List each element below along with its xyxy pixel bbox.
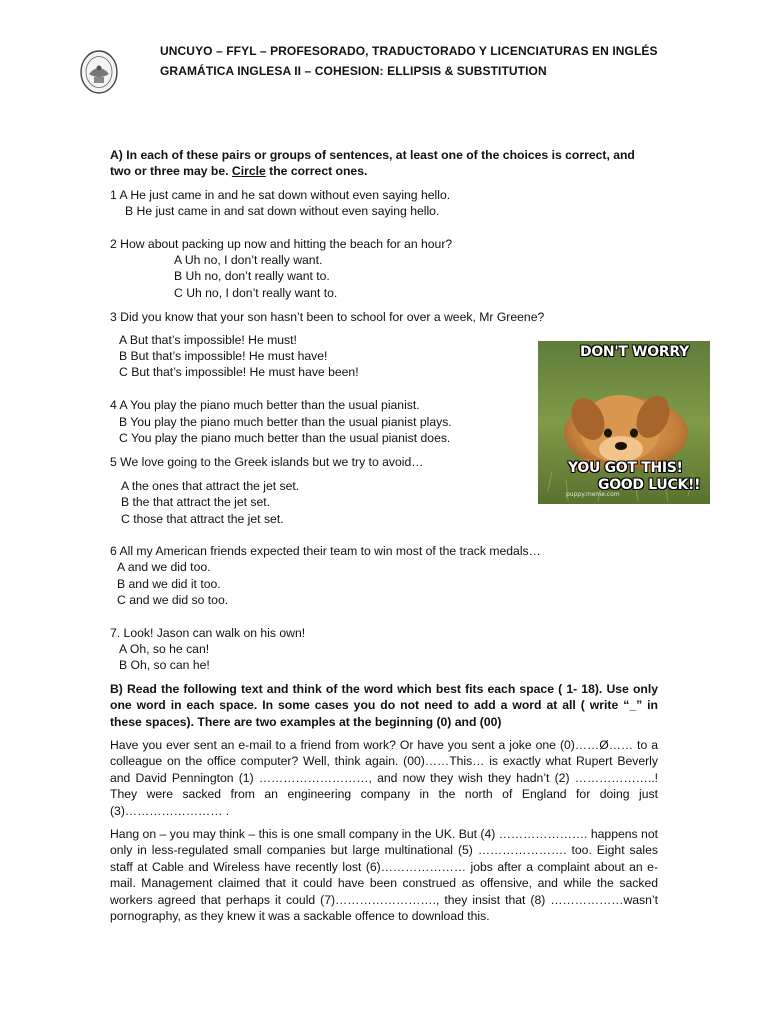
section-b-paragraph-1: Have you ever sent an e-mail to a friend from work? Or have you sent a joke one (0)……Ø…… to a colleague on the office computer? Well, think again. (00)……This… is exactly what Rupert Beverly and David Pennington (1) ………………………, and now they wish they hadn’t (2) ………………..! They were sacked from an engineering company in the north of England for doing just (3)…………………… . — [110, 738, 658, 818]
q5-stem: 5 We love going to the Greek islands but we try to avoid… — [110, 455, 424, 469]
q2-option-b[interactable]: B Uh no, don’t really want to. — [174, 269, 330, 283]
q6-stem: 6 All my American friends expected their team to win most of the track medals… — [110, 544, 541, 558]
q3-stem: 3 Did you know that your son hasn’t been to school for over a week, Mr Greene? — [110, 310, 545, 324]
section-b-instruction: B) Read the following text and think of the word which best fits each space ( 1- 18). Use only one word in each space. In some cases you do not need to add a word at all ( write “_” in these spaces). There are two examples at the beginning (0) and (00) — [110, 682, 658, 729]
q1-option-a[interactable]: 1 A He just came in and he sat down without even saying hello. — [110, 188, 451, 202]
instruction-text-pre: two or three may be. — [110, 164, 232, 178]
q3-option-a[interactable]: A But that’s impossible! He must! — [119, 333, 297, 347]
header-line-1: UNCUYO – FFYL – PROFESORADO, TRADUCTORADO Y LICENCIATURAS EN INGLÉS — [160, 44, 658, 58]
university-seal-logo — [80, 50, 118, 94]
q4-option-b[interactable]: B You play the piano much better than the usual pianist plays. — [119, 415, 452, 429]
q5-option-b[interactable]: B the that attract the jet set. — [121, 495, 271, 509]
puppy-meme-image — [538, 341, 710, 504]
q4-option-a[interactable]: 4 A You play the piano much better than the usual pianist. — [110, 398, 420, 412]
q3-option-b[interactable]: B But that’s impossible! He must have! — [119, 349, 328, 363]
meme-bottom-text-1: YOU GOT THIS! — [568, 460, 683, 476]
q5-option-c[interactable]: C those that attract the jet set. — [121, 512, 284, 526]
instruction-text-post: the correct ones. — [265, 164, 368, 178]
q3-option-c[interactable]: C But that’s impossible! He must have been! — [119, 365, 359, 379]
meme-top-text: DON'T WORRY — [580, 344, 689, 360]
meme-bottom-text-2: GOOD LUCK!! — [598, 477, 701, 493]
section-a-instruction-line-1: A) In each of these pairs or groups of sentences, at least one of the choices is correct, and — [110, 148, 635, 162]
q1-option-b[interactable]: B He just came in and sat down without even saying hello. — [125, 204, 440, 218]
header-line-2: GRAMÁTICA INGLESA II – COHESION: ELLIPSIS & SUBSTITUTION — [160, 64, 547, 78]
q7-stem: 7. Look! Jason can walk on his own! — [110, 626, 306, 640]
q7-option-a[interactable]: A Oh, so he can! — [119, 642, 210, 656]
section-a-instruction-line-2 — [110, 163, 367, 179]
q6-option-c[interactable]: C and we did so too. — [117, 593, 229, 607]
section-b-paragraph-2: Hang on – you may think – this is one small company in the UK. But (4) …………………. happens not only in less-regulated small companies but large multinational (5) …………………. too. Eight sales staff at Cable and Wireless have recently lost (6)………………… jobs after a complaint about an e-mail. Management claimed that it could have been construed as offensive, and while the sacked workers agreed that perhaps it could (7)……………………., they insist that (8) ………………wasn’t pornography, as they knew it was a sackable offence to download this. — [110, 827, 658, 924]
q2-stem: 2 How about packing up now and hitting the beach for an hour? — [110, 237, 453, 251]
q6-option-a[interactable]: A and we did too. — [117, 560, 211, 574]
q4-option-c[interactable]: C You play the piano much better than the usual pianist does. — [119, 431, 451, 445]
q2-option-a[interactable]: A Uh no, I don’t really want. — [174, 253, 323, 267]
q2-option-c[interactable]: C Uh no, I don’t really want to. — [174, 286, 338, 300]
meme-watermark: puppy.meme.com — [566, 490, 620, 498]
q5-option-a[interactable]: A the ones that attract the jet set. — [121, 479, 300, 493]
q7-option-b[interactable]: B Oh, so can he! — [119, 658, 210, 672]
instruction-circle-word: Circle — [231, 164, 266, 178]
q6-option-b[interactable]: B and we did it too. — [117, 577, 221, 591]
